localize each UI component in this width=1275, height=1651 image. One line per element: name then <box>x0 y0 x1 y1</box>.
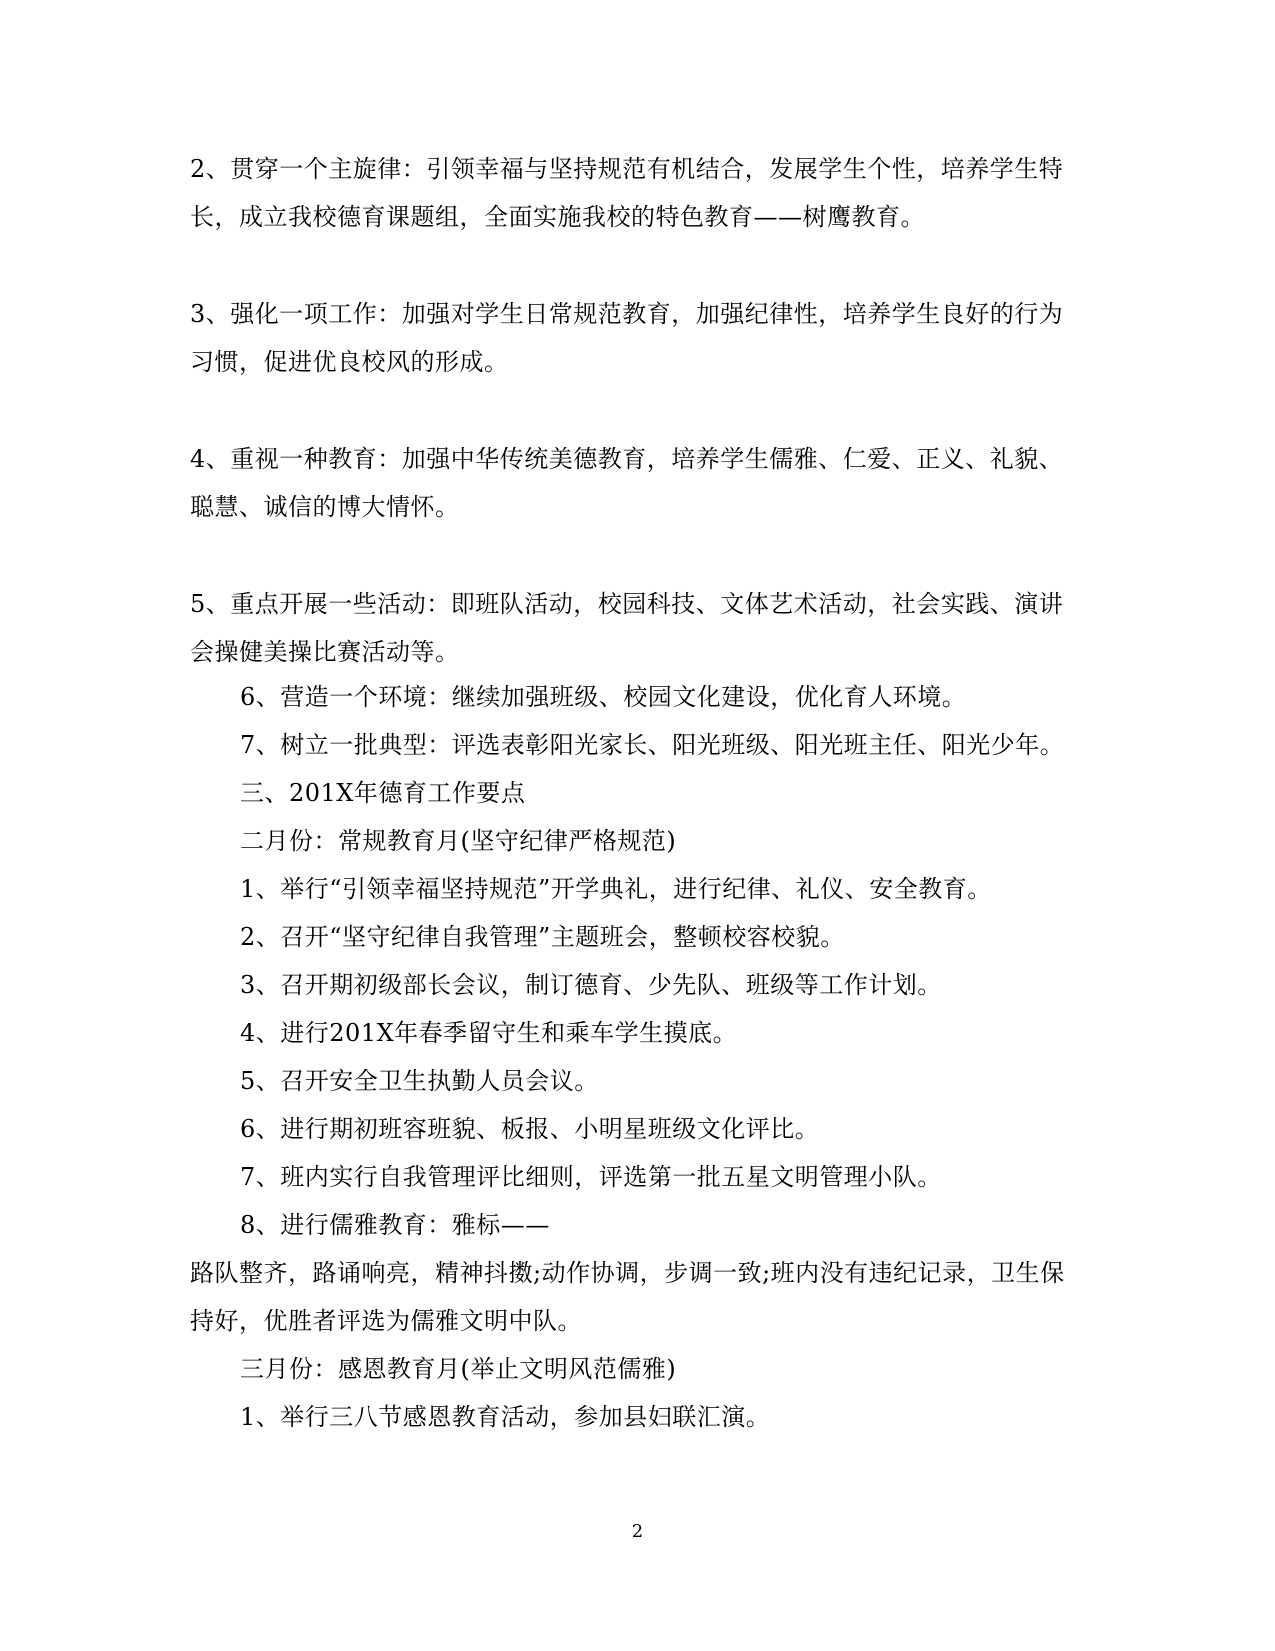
february-item-1: 1、举行“引领幸福坚持规范”开学典礼，进行纪律、礼仪、安全教育。 <box>240 875 992 903</box>
march-item-1: 1、举行三八节感恩教育活动，参加县妇联汇演。 <box>240 1403 771 1431</box>
february-item-2: 2、召开“坚守纪律自我管理”主题班会，整顿校容校貌。 <box>240 923 845 951</box>
month-heading-march: 三月份：感恩教育月(举止文明风范儒雅) <box>240 1355 677 1383</box>
paragraph-item-2: 2、贯穿一个主旋律：引领幸福与坚持规范有机结合，发展学生个性，培养学生特长，成立我校德育课题组，全面实施我校的特色教育——树鹰教育。 <box>190 155 1064 231</box>
line-item-6: 6、营造一个环境：继续加强班级、校园文化建设，优化育人环境。 <box>240 683 967 711</box>
paragraph-item-4: 4、重视一种教育：加强中华传统美德教育，培养学生儒雅、仁爱、正义、礼貌、聪慧、诚信的博大情怀。 <box>190 445 1064 521</box>
february-item-8: 8、进行儒雅教育：雅标—— <box>240 1211 550 1239</box>
february-item-8-continuation: 路队整齐，路诵响亮，精神抖擞;动作协调，步调一致;班内没有违纪记录，卫生保持好，优胜者评选为儒雅文明中队。 <box>190 1259 1065 1335</box>
section-heading: 三、201X年德育工作要点 <box>240 779 526 807</box>
page-number: 2 <box>631 1521 644 1542</box>
paragraph-item-5: 5、重点开展一些活动：即班队活动，校园科技、文体艺术活动，社会实践、演讲会操健美操比赛活动等。 <box>190 590 1064 666</box>
february-item-4: 4、进行201X年春季留守生和乘车学生摸底。 <box>240 1019 738 1047</box>
month-heading-february: 二月份：常规教育月(坚守纪律严格规范) <box>240 827 677 855</box>
february-item-7: 7、班内实行自我管理评比细则，评选第一批五星文明管理小队。 <box>240 1163 942 1191</box>
february-item-3: 3、召开期初级部长会议，制订德育、少先队、班级等工作计划。 <box>240 971 942 999</box>
february-item-5: 5、召开安全卫生执勤人员会议。 <box>240 1067 599 1095</box>
line-item-7: 7、树立一批典型：评选表彰阳光家长、阳光班级、阳光班主任、阳光少年。 <box>240 731 1065 759</box>
paragraph-item-3: 3、强化一项工作：加强对学生日常规范教育，加强纪律性，培养学生良好的行为习惯，促进优良校风的形成。 <box>190 300 1064 376</box>
february-item-6: 6、进行期初班容班貌、板报、小明星班级文化评比。 <box>240 1115 820 1143</box>
